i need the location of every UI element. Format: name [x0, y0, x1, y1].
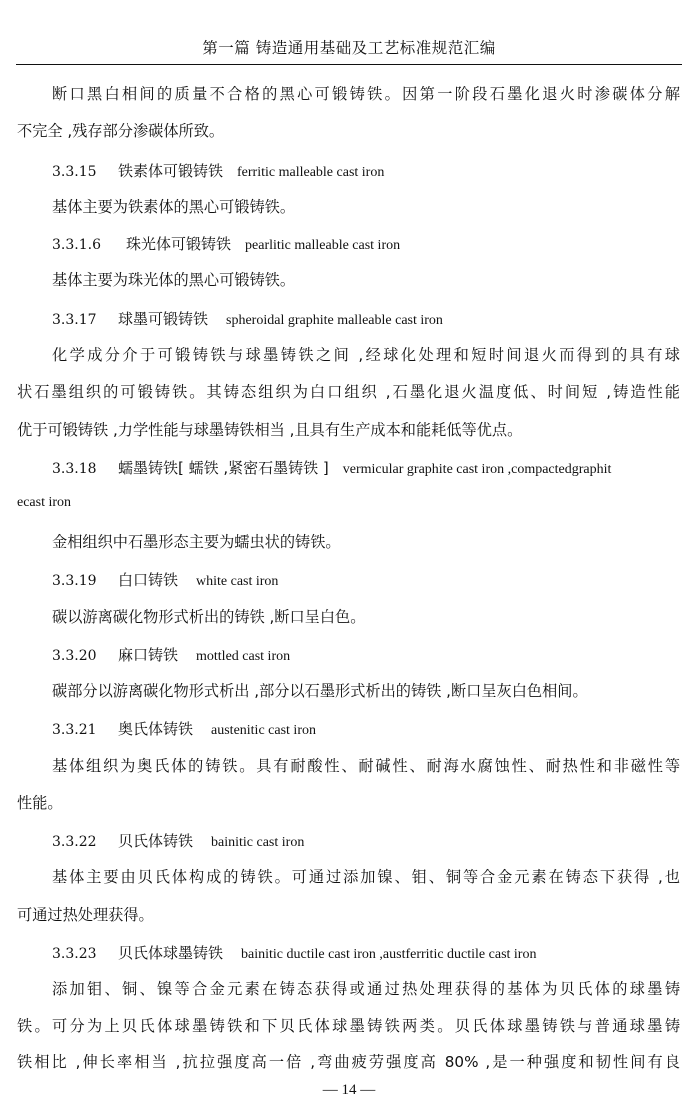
term-heading — [52, 942, 536, 963]
term-heading — [52, 830, 304, 851]
term-en: white cast iron — [196, 574, 279, 589]
term-en: vermicular graphite cast iron ,compactedgraphit — [342, 462, 612, 477]
term-number: 3.3.18 — [52, 461, 97, 477]
term-zh: 麻口铸铁 — [118, 646, 179, 664]
page-header: 第一篇 铸造通用基础及工艺标准规范汇编 — [202, 39, 496, 57]
term-zh: 铁素体可锻铸铁 — [118, 162, 224, 180]
body-line: 不完全 ,残存部分渗碳体所致。 — [17, 122, 225, 140]
term-number: 3.3.19 — [52, 573, 97, 589]
term-en: pearlitic malleable cast iron — [245, 238, 401, 253]
term-zh: 白口铸铁 — [118, 571, 179, 589]
body-line: 基体主要为珠光体的黑心可锻铸铁。 — [52, 271, 295, 289]
term-number: 3.3.22 — [52, 834, 97, 850]
term-number: 3.3.1.6 — [52, 237, 101, 253]
term-number: 3.3.15 — [52, 164, 97, 180]
body-line: 碳以游离碳化物形式析出的铸铁 ,断口呈白色。 — [52, 608, 366, 626]
body-line: 优于可锻铸铁 ,力学性能与球墨铸铁相当 ,且具有生产成本和能耗低等优点。 — [17, 421, 523, 439]
term-number: 3.3.17 — [52, 312, 97, 328]
term-heading — [52, 718, 316, 739]
term-zh: 贝氏体铸铁 — [118, 832, 194, 850]
body-line: 添加钼、铜、镍等合金元素在铸态获得或通过热处理获得的基体为贝氏体的球墨铸 — [52, 980, 680, 998]
body-line: 基体主要由贝氏体构成的铸铁。可通过添加镍、钼、铜等合金元素在铸态下获得 ,也 — [52, 868, 680, 886]
term-zh: 蠕墨铸铁[ 蠕铁 ,紧密石墨铸铁 ] — [118, 459, 329, 477]
term-heading — [52, 233, 400, 254]
term-en: ferritic malleable cast iron — [237, 165, 385, 180]
header-rule — [16, 64, 682, 65]
term-heading — [52, 569, 278, 590]
term-zh: 贝氏体球墨铸铁 — [118, 944, 224, 962]
term-zh: 球墨可锻铸铁 — [118, 310, 209, 328]
body-line: 状石墨组织的可锻铸铁。其铸态组织为白口组织 ,石墨化退火温度低、时间短 ,铸造性能 — [17, 383, 680, 401]
term-en: bainitic cast iron — [211, 835, 305, 850]
body-line: 可通过热处理获得。 — [17, 906, 154, 924]
body-line: 基体主要为铁素体的黑心可锻铸铁。 — [52, 198, 295, 216]
term-heading — [52, 308, 443, 329]
body-line: 断口黑白相间的质量不合格的黑心可锻铸铁。因第一阶段石墨化退火时渗碳体分解 — [52, 85, 680, 103]
term-zh: 奥氏体铸铁 — [118, 720, 194, 738]
body-line: 铁相比 ,伸长率相当 ,抗拉强度高一倍 ,弯曲疲劳强度高 80% ,是一种强度和韧性间有良 — [17, 1053, 680, 1071]
term-en-continued: ecast iron — [17, 495, 72, 510]
page-number: — 14 — — [322, 1082, 376, 1098]
term-zh: 珠光体可锻铸铁 — [126, 235, 232, 253]
term-en: mottled cast iron — [196, 649, 291, 664]
body-line: 碳部分以游离碳化物形式析出 ,部分以石墨形式析出的铸铁 ,断口呈灰白色相间。 — [52, 682, 588, 700]
body-line: 化学成分介于可锻铸铁与球墨铸铁之间 ,经球化处理和短时间退火而得到的具有球 — [52, 346, 680, 364]
term-en: bainitic ductile cast iron ,austferritic ductile cast iron — [241, 947, 537, 962]
term-heading — [52, 644, 290, 665]
term-heading — [52, 457, 611, 478]
term-number: 3.3.21 — [52, 722, 97, 738]
term-number: 3.3.20 — [52, 648, 97, 664]
term-heading — [52, 160, 384, 181]
body-line: 铁。可分为上贝氏体球墨铸铁和下贝氏体球墨铸铁两类。贝氏体球墨铸铁与普通球墨铸 — [17, 1017, 680, 1035]
body-line: 金相组织中石墨形态主要为蠕虫状的铸铁。 — [52, 533, 341, 551]
term-number: 3.3.23 — [52, 946, 97, 962]
body-line: 基体组织为奥氏体的铸铁。具有耐酸性、耐碱性、耐海水腐蚀性、耐热性和非磁性等 — [52, 757, 680, 775]
body-line: 性能。 — [17, 794, 63, 812]
term-en: spheroidal graphite malleable cast iron — [226, 313, 443, 328]
term-en: austenitic cast iron — [211, 723, 316, 738]
